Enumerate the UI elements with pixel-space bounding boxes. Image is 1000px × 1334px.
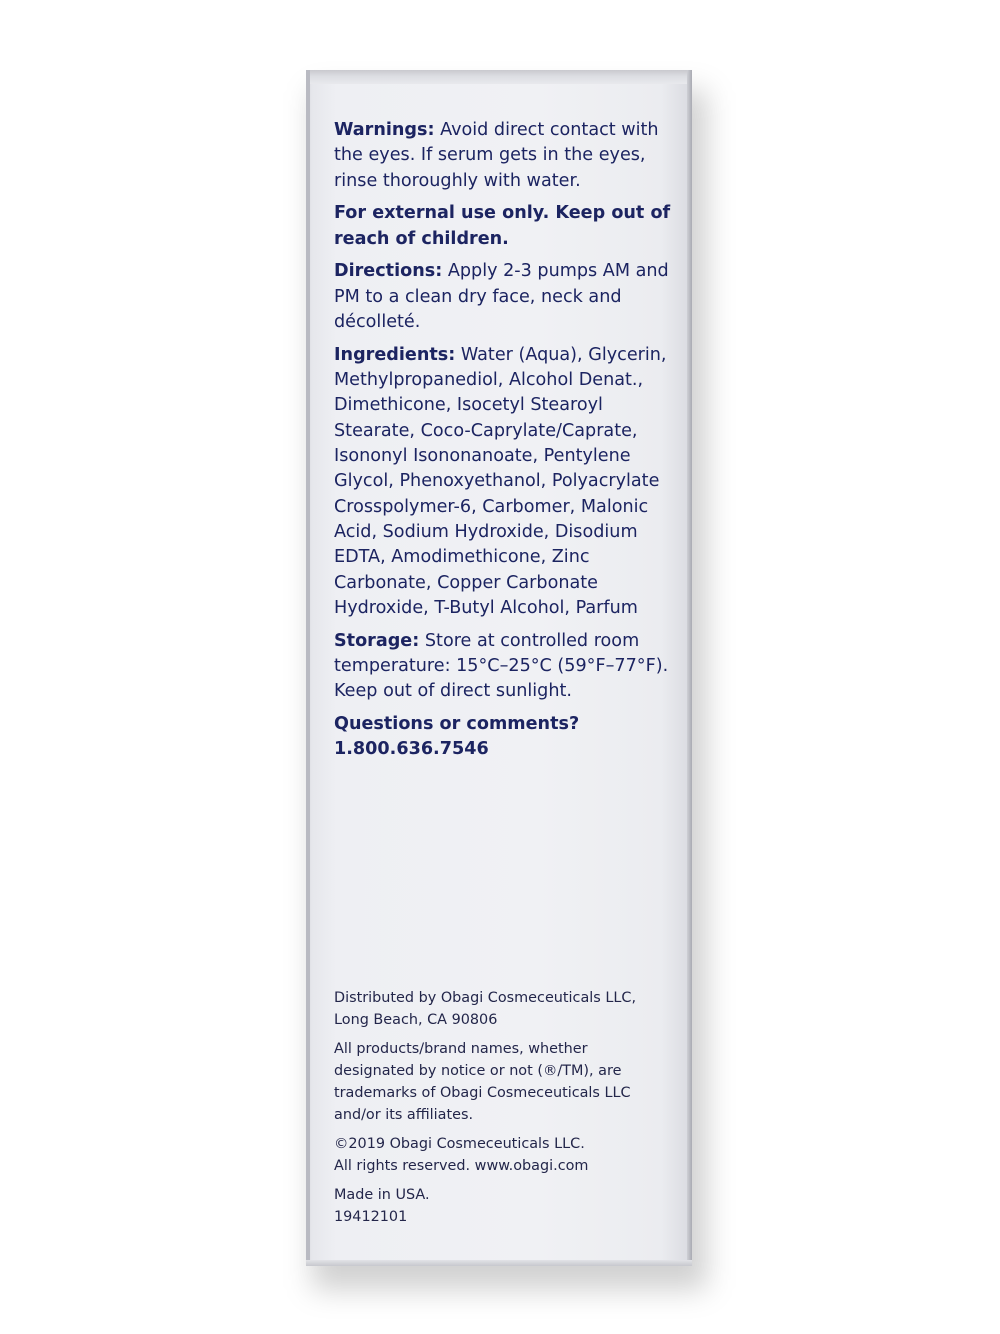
- storage-label: Storage:: [334, 630, 420, 651]
- copyright-line-1: ©2019 Obagi Cosmeceuticals LLC.: [334, 1136, 585, 1152]
- copyright-line-2: All rights reserved. www.obagi.com: [334, 1158, 589, 1174]
- storage-paragraph: [334, 629, 679, 705]
- box-top-flap: [306, 70, 692, 84]
- box-left-edge: [306, 70, 310, 1266]
- questions-line: Questions or comments?: [334, 714, 580, 735]
- warnings-label: Warnings:: [334, 120, 435, 140]
- trademark-line-2: designated by notice or not (®/TM), are: [334, 1063, 622, 1079]
- distributor-line-1: Distributed by Obagi Cosmeceuticals LLC,: [334, 990, 637, 1006]
- directions-label: Directions:: [334, 261, 443, 282]
- footer-legal-text: [334, 987, 679, 1235]
- box-bottom-edge: [306, 1260, 692, 1266]
- ingredients-label: Ingredients:: [334, 344, 456, 365]
- copyright-notice: [334, 1133, 679, 1177]
- directions-paragraph: [334, 259, 679, 335]
- directions-text: Apply 2-3 pumps AM and PM to a clean dry face, neck and décolleté.: [334, 261, 669, 333]
- contact-paragraph: [334, 712, 679, 763]
- box-right-edge: [687, 70, 692, 1266]
- phone-number: 1.800.636.7546: [334, 739, 489, 760]
- label-text-panel: [334, 118, 679, 770]
- external-use-notice: For external use only. Keep out of reach of children.: [334, 203, 671, 249]
- ingredients-text: Water (Aqua), Glycerin, Methylpropanediol, Alcohol Denat., Dimethicone, Isocetyl Stearoyl Stearate, Coco-Caprylate/Caprate, Isononyl Isononanoate, Pentylene Glycol, Phenoxyethanol, Polyacrylate Crosspolymer-6, Carbomer, Malonic Acid, Sodium Hydroxide, Disodium EDTA, Amodimethicone, Zinc Carbonate, Copper Carbonate Hydroxide, T-Butyl Alcohol, Parfum: [334, 344, 667, 618]
- distributor-line-2: Long Beach, CA 90806: [334, 1012, 498, 1028]
- distributor-info: [334, 987, 679, 1031]
- made-in-label: Made in USA.: [334, 1187, 430, 1203]
- ingredients-paragraph: [334, 343, 679, 621]
- origin-info: [334, 1184, 679, 1228]
- storage-text: Store at controlled room temperature: 15°C–25°C (59°F–77°F). Keep out of direct sunlight.: [334, 630, 669, 702]
- trademark-line-4: and/or its affiliates.: [334, 1107, 474, 1123]
- trademark-notice: [334, 1038, 679, 1126]
- warnings-text: Avoid direct contact with the eyes. If serum gets in the eyes, rinse thoroughly with water.: [334, 120, 659, 191]
- product-code: 19412101: [334, 1209, 408, 1225]
- trademark-line-1: All products/brand names, whether: [334, 1041, 588, 1057]
- trademark-line-3: trademarks of Obagi Cosmeceuticals LLC: [334, 1085, 631, 1101]
- warnings-paragraph: [334, 118, 679, 194]
